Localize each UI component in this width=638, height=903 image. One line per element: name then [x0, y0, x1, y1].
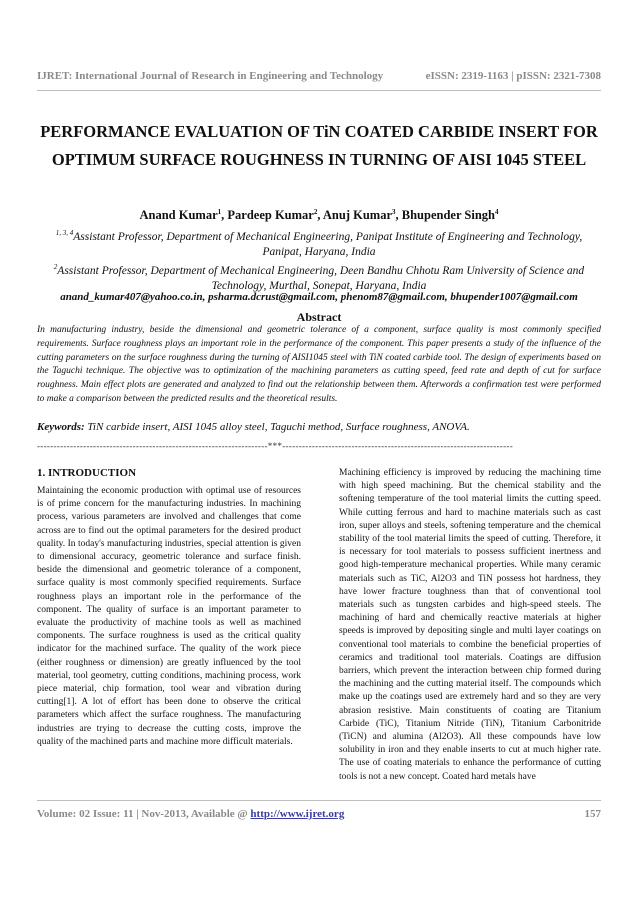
header-rule	[37, 90, 601, 91]
keywords	[37, 421, 601, 433]
body-column-left: Maintaining the economic production with optimal use of resources is of prime concern for the manufacturing industries. In machining process, various parameters are involved and challenges that come across are to find out the optimal parameters for the desired product quality. In today's manufacturing industries, special attention is given to dimensional accuracy, geometric tolerance and surface finish. beside the dimensional and geometric tolerance of a component, surface quality is most commonly specified requirements. Surface roughness plays an important role in the performance of the component. The quality of surface is an important parameter to evaluate the productivity of machine tools as well as machined components. The surface roughness is used as the critical quality indicator for the machined surface. The quality of the work piece (either roughness or dimension) are greatly influenced by the tool material, tool geometry, cutting conditions, machining process, work piece material, chip formation, tool wear and vibration during cutting[1]. A lot of effort has been done to observe the critical parameters which affect the surface roughness. The manufacturing industries are trying to decrease the cutting costs, improve the quality of the machined parts and machine more difficult materials.	[37, 486, 301, 747]
abstract-text: In manufacturing industry, beside the dimensional and geometric tolerance of a component, surface quality is most commonly specified requirements. Surface roughness plays an important role in the performance of the component. This paper presents a study of the influence of the cutting parameters on the surface roughness during the turning of AISI1045 steel with TiN coated carbide tool. The design of experiments based on the Taguchi technique. The objective was to optimization of the machining parameters as cutting speed, feed rate and depth of cut for surface roughness. Main effect plots are generated and analyzed to find out the relationship between them. Afterwords a confirmation test were performed to make a comparison between the predicted results and the theoretical results.	[37, 325, 601, 404]
affiliations	[40, 226, 598, 294]
body-column-right: Machining efficiency is improved by reducing the machining time with high speed machining. But the chemical stability and the softening temperature of the tool material limits the cutting speed. While cutting ferrous and hard to machine materials such as cast iron, super alloys and steels, softening temperature and the chemical stability of the tool material limits the speed of cutting. Therefore, it is necessary for tool materials to possess sufficient inertness and good high-temperature mechanical properties. While many ceramic materials such as TiC, Al2O3 and TiN possess hot hardness, they have lower fracture toughness than that of conventional tool materials such as tungsten carbides and high-speed steels. The machining of hard and chemically reactive materials at higher speeds is improved by depositing single and multi layer coatings on conventional tool materials to combine the beneficial properties of ceramics and traditional tool materials. Coatings are diffusion barriers, which prevent the interaction between chip formed during the machining and the cutting material itself. The compounds which make up the coatings used are extremely hard and so they are very abrasion resistive. Main constituents of coating are Titanium Carbide (TiC), Titanium Nitride (TiN), Titanium Carbonitride (TiCN) and alumina (Al2O3). All these compounds have low solubility in iron and they enable inserts to cut at much higher rate. The use of coating materials to enhance the performance of cutting tools is not a new concept. Coated hard metals have	[339, 468, 601, 782]
author-name: Anand Kumar	[139, 208, 218, 223]
journal-link[interactable]: http://www.ijret.org	[250, 808, 345, 820]
footer-rule	[37, 800, 601, 801]
keywords-text: TiN carbide insert, AISI 1045 alloy steel, Taguchi method, Surface roughness, ANOVA.	[87, 421, 470, 433]
page-number: 157	[584, 808, 601, 820]
section-heading: 1. INTRODUCTION	[37, 467, 137, 479]
author-sup: 1	[217, 208, 222, 216]
author-name: Pardeep Kumar	[227, 208, 314, 223]
author-sup: 3	[392, 208, 396, 216]
page-footer	[37, 808, 601, 820]
affiliation-sup: 2	[53, 262, 58, 271]
affiliation-text: Assistant Professor, Department of Mechanical Engineering, Deen Bandhu Chhotu Ram University of Science and Technology, Murthal, Sonepat, Haryana, India	[57, 264, 585, 292]
journal-name: IJRET: International Journal of Research in Engineering and Technology	[37, 70, 384, 82]
issn: eISSN: 2319-1163 | pISSN: 2321-7308	[425, 70, 601, 82]
keywords-label: Keywords:	[37, 421, 85, 433]
author-sup: 2	[313, 208, 318, 216]
abstract-heading: Abstract	[296, 310, 342, 324]
footer-volume	[37, 808, 344, 820]
author-name: Bhupender Singh	[401, 208, 495, 223]
author-list: Anand Kumar$^1$, Pardeep Kumar$^2$, Anuj Kumar$^3$, Bhupender Singh$^4$	[139, 208, 499, 223]
affiliation-text: Assistant Professor, Department of Mechanical Engineering, Panipat Institute of Engineering and Technology, Panipat, Haryana, India	[73, 230, 583, 258]
footer-volume-text: Volume: 02 Issue: 11 | Nov-2013, Available @	[37, 808, 251, 820]
affiliation-1	[40, 226, 598, 260]
separator-right: ----------------------------------------------------------------------	[282, 441, 513, 451]
author-sup: 4	[495, 208, 499, 216]
affiliation-2	[40, 260, 598, 294]
author-name: Anuj Kumar	[322, 208, 393, 223]
affiliation-sup: 1, 3, 4	[55, 229, 74, 237]
paper-title: PERFORMANCE EVALUATION OF TiN COATED CARBIDE INSERT FOR OPTIMUM SURFACE ROUGHNESS IN TURNING OF AISI 1045 STEEL	[40, 122, 598, 169]
separator	[37, 441, 601, 451]
separator-left: ----------------------------------------------------------------------	[37, 441, 268, 451]
page-header	[37, 70, 601, 82]
separator-mid: ***	[267, 441, 283, 451]
author-emails: anand_kumar407@yahoo.co.in, psharma.dcrust@gmail.com, phenom87@gmail.com, bhupender1007@gmail.com	[60, 291, 578, 303]
